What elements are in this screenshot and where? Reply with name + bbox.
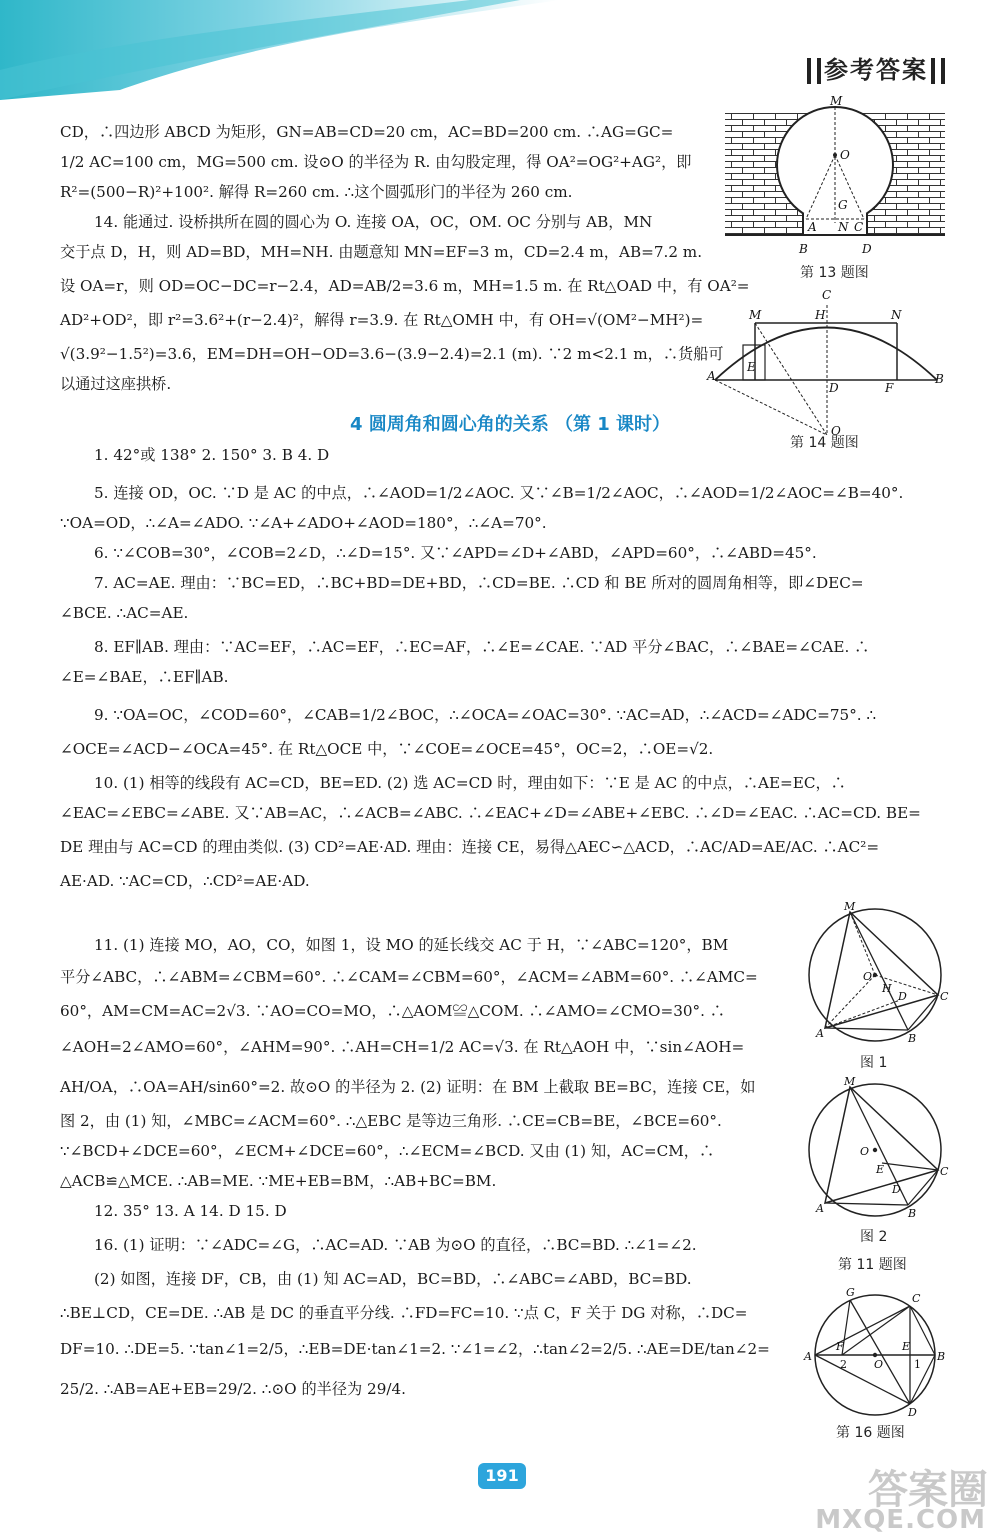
point-label: N <box>838 220 849 234</box>
text-line: √(3.9²−1.5²)=3.6，EM=DH=OH−OD=3.6−(3.9−2.4)=2.1 (m). ∵2 m<2.1 m，∴货船可 <box>60 345 724 363</box>
figure-caption: 第 11 题图 <box>838 1257 907 1273</box>
point-label: O <box>840 148 850 162</box>
point-label: C <box>822 288 832 302</box>
answers-top-block <box>60 117 750 399</box>
point-label: B <box>937 1350 946 1363</box>
text-line: 16. (1) 证明：∵∠ADC=∠G，∴AC=AD. ∵AB 为⊙O 的直径，∴BC=BD. ∴∠1=∠2. <box>94 1236 697 1254</box>
header-title: 参考答案 <box>804 50 948 85</box>
point-label: F <box>885 381 894 395</box>
figure-caption: 图 2 <box>860 1229 888 1245</box>
figure-16-diagram <box>800 1280 950 1420</box>
text-line: R²=(500−R)²+100². 解得 R=260 cm. ∴这个圆弧形门的半径为 260 cm. <box>60 183 573 201</box>
text-line: 10. (1) 相等的线段有 AC=CD，BE=ED. (2) 选 AC=CD 时，理由如下：∵E 是 AC 的中点，∴AE=EC，∴ <box>94 774 846 792</box>
text-line: 平分∠ABC，∴∠ABM=∠CBM=60°. ∴∠CAM=∠CBM=60°，∠ACM=∠ABM=60°. ∴∠AMC= <box>60 968 758 986</box>
watermark-logo: 答案圈 <box>868 1467 988 1513</box>
point-label: C <box>940 1165 949 1178</box>
text-line: 8. EF∥AB. 理由：∵AC=EF，∴AC=EF，∴EC=AF，∴∠E=∠CAE. ∵AD 平分∠BAC，∴∠BAE=∠CAE. ∴ <box>94 638 870 656</box>
section-title: 4 圆周角和圆心角的关系 （第 1 课时） <box>349 414 671 435</box>
point-label: O <box>860 1145 870 1158</box>
point-label: B <box>908 1032 917 1045</box>
point-label: H <box>815 308 826 322</box>
text-line: ∠BCE. ∴AC=AE. <box>60 604 189 622</box>
text-line: 设 OA=r，则 OD=OC−DC=r−2.4，AD=AB/2=3.6 m，MH=1.5 m. 在 Rt△OAD 中，有 OA²= <box>60 277 750 295</box>
text-line: 1/2 AC=100 cm，MG=500 cm. 设⊙O 的半径为 R. 由勾股定理，得 OA²=OG²+AG²，即 <box>60 153 692 171</box>
point-label: A <box>816 1202 824 1215</box>
point-label: A <box>816 1027 824 1040</box>
point-label: M <box>749 308 762 322</box>
text-line: 14. 能通过. 设桥拱所在圆的圆心为 O. 连接 OA，OC，OM. OC 分别与 AB，MN <box>94 213 653 231</box>
figure-13-wall-arch <box>720 95 950 265</box>
point-label: O <box>831 424 841 435</box>
text-line: (2) 如图，连接 DF，CB，由 (1) 知 AC=AD，BC=BD，∴∠ABC=∠ABD，BC=BD. <box>94 1270 692 1288</box>
point-label: G <box>846 1286 855 1299</box>
text-line: 9. ∵OA=OC，∠COD=60°，∠CAB=1/2∠BOC，∴∠OCA=∠OAC=30°. ∵AC=AD，∴∠ACD=∠ADC=75°. ∴ <box>94 706 877 724</box>
point-label: B <box>935 372 944 386</box>
text-line: 6. ∵∠COB=30°，∠COB=2∠D，∴∠D=15°. 又∵∠APD=∠D+∠ABD，∠APD=60°，∴∠ABD=45°. <box>94 544 817 562</box>
text-line: 5. 连接 OD，OC. ∵D 是 AC 的中点，∴∠AOD=1/2∠AOC. 又∵∠B=1/2∠AOC，∴∠AOD=1/2∠AOC=∠B=40°. <box>94 484 904 502</box>
text-line: ∠AOH=2∠AMO=60°，∠AHM=90°. ∴AH=CH=1/2 AC=√3. 在 Rt△AOH 中，∵sin∠AOH= <box>60 1038 745 1056</box>
point-label: C <box>854 220 864 234</box>
point-label: D <box>908 1406 917 1419</box>
text-line: △ACB≌△MCE. ∴AB=ME. ∵ME+EB=BM，∴AB+BC=BM. <box>60 1172 497 1190</box>
point-label: M <box>844 900 856 913</box>
answers-main-block <box>60 440 945 896</box>
point-label: E <box>902 1340 911 1353</box>
text-line: 图 2，由 (1) 知，∠MBC=∠ACM=60°. ∴△EBC 是等边三角形. ∴CE=CB=BE，∠BCE=60°. <box>60 1112 722 1130</box>
point-label: D <box>892 1183 901 1196</box>
text-line: 11. (1) 连接 MO，AO，CO，如图 1，设 MO 的延长线交 AC 于 H，∵∠ABC=120°，BM <box>94 936 729 954</box>
text-line: 交于点 D，H，则 AD=BD，MH=NH. 由题意知 MN=EF=3 m，CD=2.4 m，AB=7.2 m. <box>60 243 703 261</box>
text-line: ∴BE⊥CD，CE=DE. ∴AB 是 DC 的垂直平分线. ∴FD=FC=10. ∵点 C，F 关于 DG 对称，∴DC= <box>60 1304 748 1322</box>
text-line: 12. 35° 13. A 14. D 15. D <box>94 1202 287 1220</box>
point-label: O <box>863 970 873 983</box>
text-line: ∠EAC=∠EBC=∠ABE. 又∵AB=AC，∴∠ACB=∠ABC. ∴∠EAC+∠D=∠ABE+∠EBC. ∴∠D=∠EAC. ∴AC=CD. BE= <box>60 804 921 822</box>
figure-11-diagram-2 <box>800 1075 950 1225</box>
point-label: A <box>808 220 817 234</box>
text-line: ∵OA=OD，∴∠A=∠ADO. ∵∠A+∠ADO+∠AOD=180°，∴∠A=70°. <box>60 514 547 532</box>
point-label: C <box>912 1292 921 1305</box>
point-label: B <box>908 1207 917 1220</box>
text-line: ∠OCE=∠ACD−∠OCA=45°. 在 Rt△OCE 中，∵∠COE=∠OCE=45°，OC=2，∴OE=√2. <box>60 740 714 758</box>
figure-caption: 图 1 <box>860 1055 888 1071</box>
text-line: 7. AC=AE. 理由：∵BC=ED，∴BC+BD=DE+BD，∴CD=BE. ∴CD 和 BE 所对的圆周角相等，即∠DEC= <box>94 574 864 592</box>
point-label: E <box>747 360 756 374</box>
text-line: DE 理由与 AC=CD 的理由类似. (3) CD²=AE·AD. 理由：连接 CE，易得△AEC∽△ACD，∴AC/AD=AE/AC. ∴AC²= <box>60 838 880 856</box>
point-label: M <box>844 1075 856 1088</box>
figure-caption: 第 13 题图 <box>800 265 869 281</box>
figure-caption: 第 14 题图 <box>790 435 859 451</box>
point-label: O <box>874 1358 884 1371</box>
figure-14-arch-bridge <box>705 285 950 435</box>
point-label: A <box>707 369 716 383</box>
text-line: 25/2. ∴AB=AE+EB=29/2. ∴⊙O 的半径为 29/4. <box>60 1380 406 1398</box>
text-line: CD，∴四边形 ABCD 为矩形，GN=AB=CD=20 cm，AC=BD=200 cm. ∴AG=GC= <box>60 123 674 141</box>
point-label: M <box>830 95 843 108</box>
page-number: 191 <box>478 1463 526 1489</box>
point-label: C <box>940 990 949 1003</box>
text-line: AE·AD. ∵AC=CD，∴CD²=AE·AD. <box>60 872 310 890</box>
figure-11-diagram-1 <box>800 900 950 1050</box>
point-label: D <box>829 381 839 395</box>
point-label: A <box>804 1350 812 1363</box>
text-line: AD²+OD²，即 r²=3.6²+(r−2.4)²，解得 r=3.9. 在 Rt△OMH 中，有 OH=√(OM²−MH²)= <box>60 311 704 329</box>
point-label: D <box>862 242 872 256</box>
text-line: 1. 42°或 138° 2. 150° 3. B 4. D <box>94 446 330 464</box>
text-line: 60°，AM=CM=AC=2√3. ∵AO=CO=MO，∴△AOM≌△COM. ∴∠AMO=∠CMO=30°. ∴ <box>60 1002 725 1020</box>
point-label: G <box>838 198 848 212</box>
figure-caption: 第 16 题图 <box>836 1425 905 1441</box>
text-line: ∵∠BCD+∠DCE=60°，∠ECM+∠DCE=60°，∴∠ECM=∠BCD. 又由 (1) 知，AC=CM，∴ <box>60 1142 715 1160</box>
text-line: DF=10. ∴DE=5. ∵tan∠1=2/5，∴EB=DE·tan∠1=2. ∵∠1=∠2，∴tan∠2=2/5. ∴AE=DE/tan∠2= <box>60 1340 770 1358</box>
point-label: B <box>799 242 808 256</box>
angle-label: 1 <box>914 1358 921 1371</box>
text-line: 以通过这座拱桥. <box>60 375 172 393</box>
point-label: D <box>898 990 907 1003</box>
watermark-url: MXQE.COM <box>815 1505 986 1535</box>
point-label: E <box>876 1163 885 1176</box>
text-line: ∠E=∠BAE，∴EF∥AB. <box>60 668 229 686</box>
point-label: F <box>836 1340 844 1353</box>
text-line: AH/OA，∴OA=AH/sin60°=2. 故⊙O 的半径为 2. (2) 证明：在 BM 上截取 BE=BC，连接 CE，如 <box>60 1078 756 1096</box>
angle-label: 2 <box>840 1358 847 1371</box>
point-label: H <box>882 982 892 995</box>
point-label: N <box>891 308 902 322</box>
answers-block-11 <box>60 930 780 1404</box>
